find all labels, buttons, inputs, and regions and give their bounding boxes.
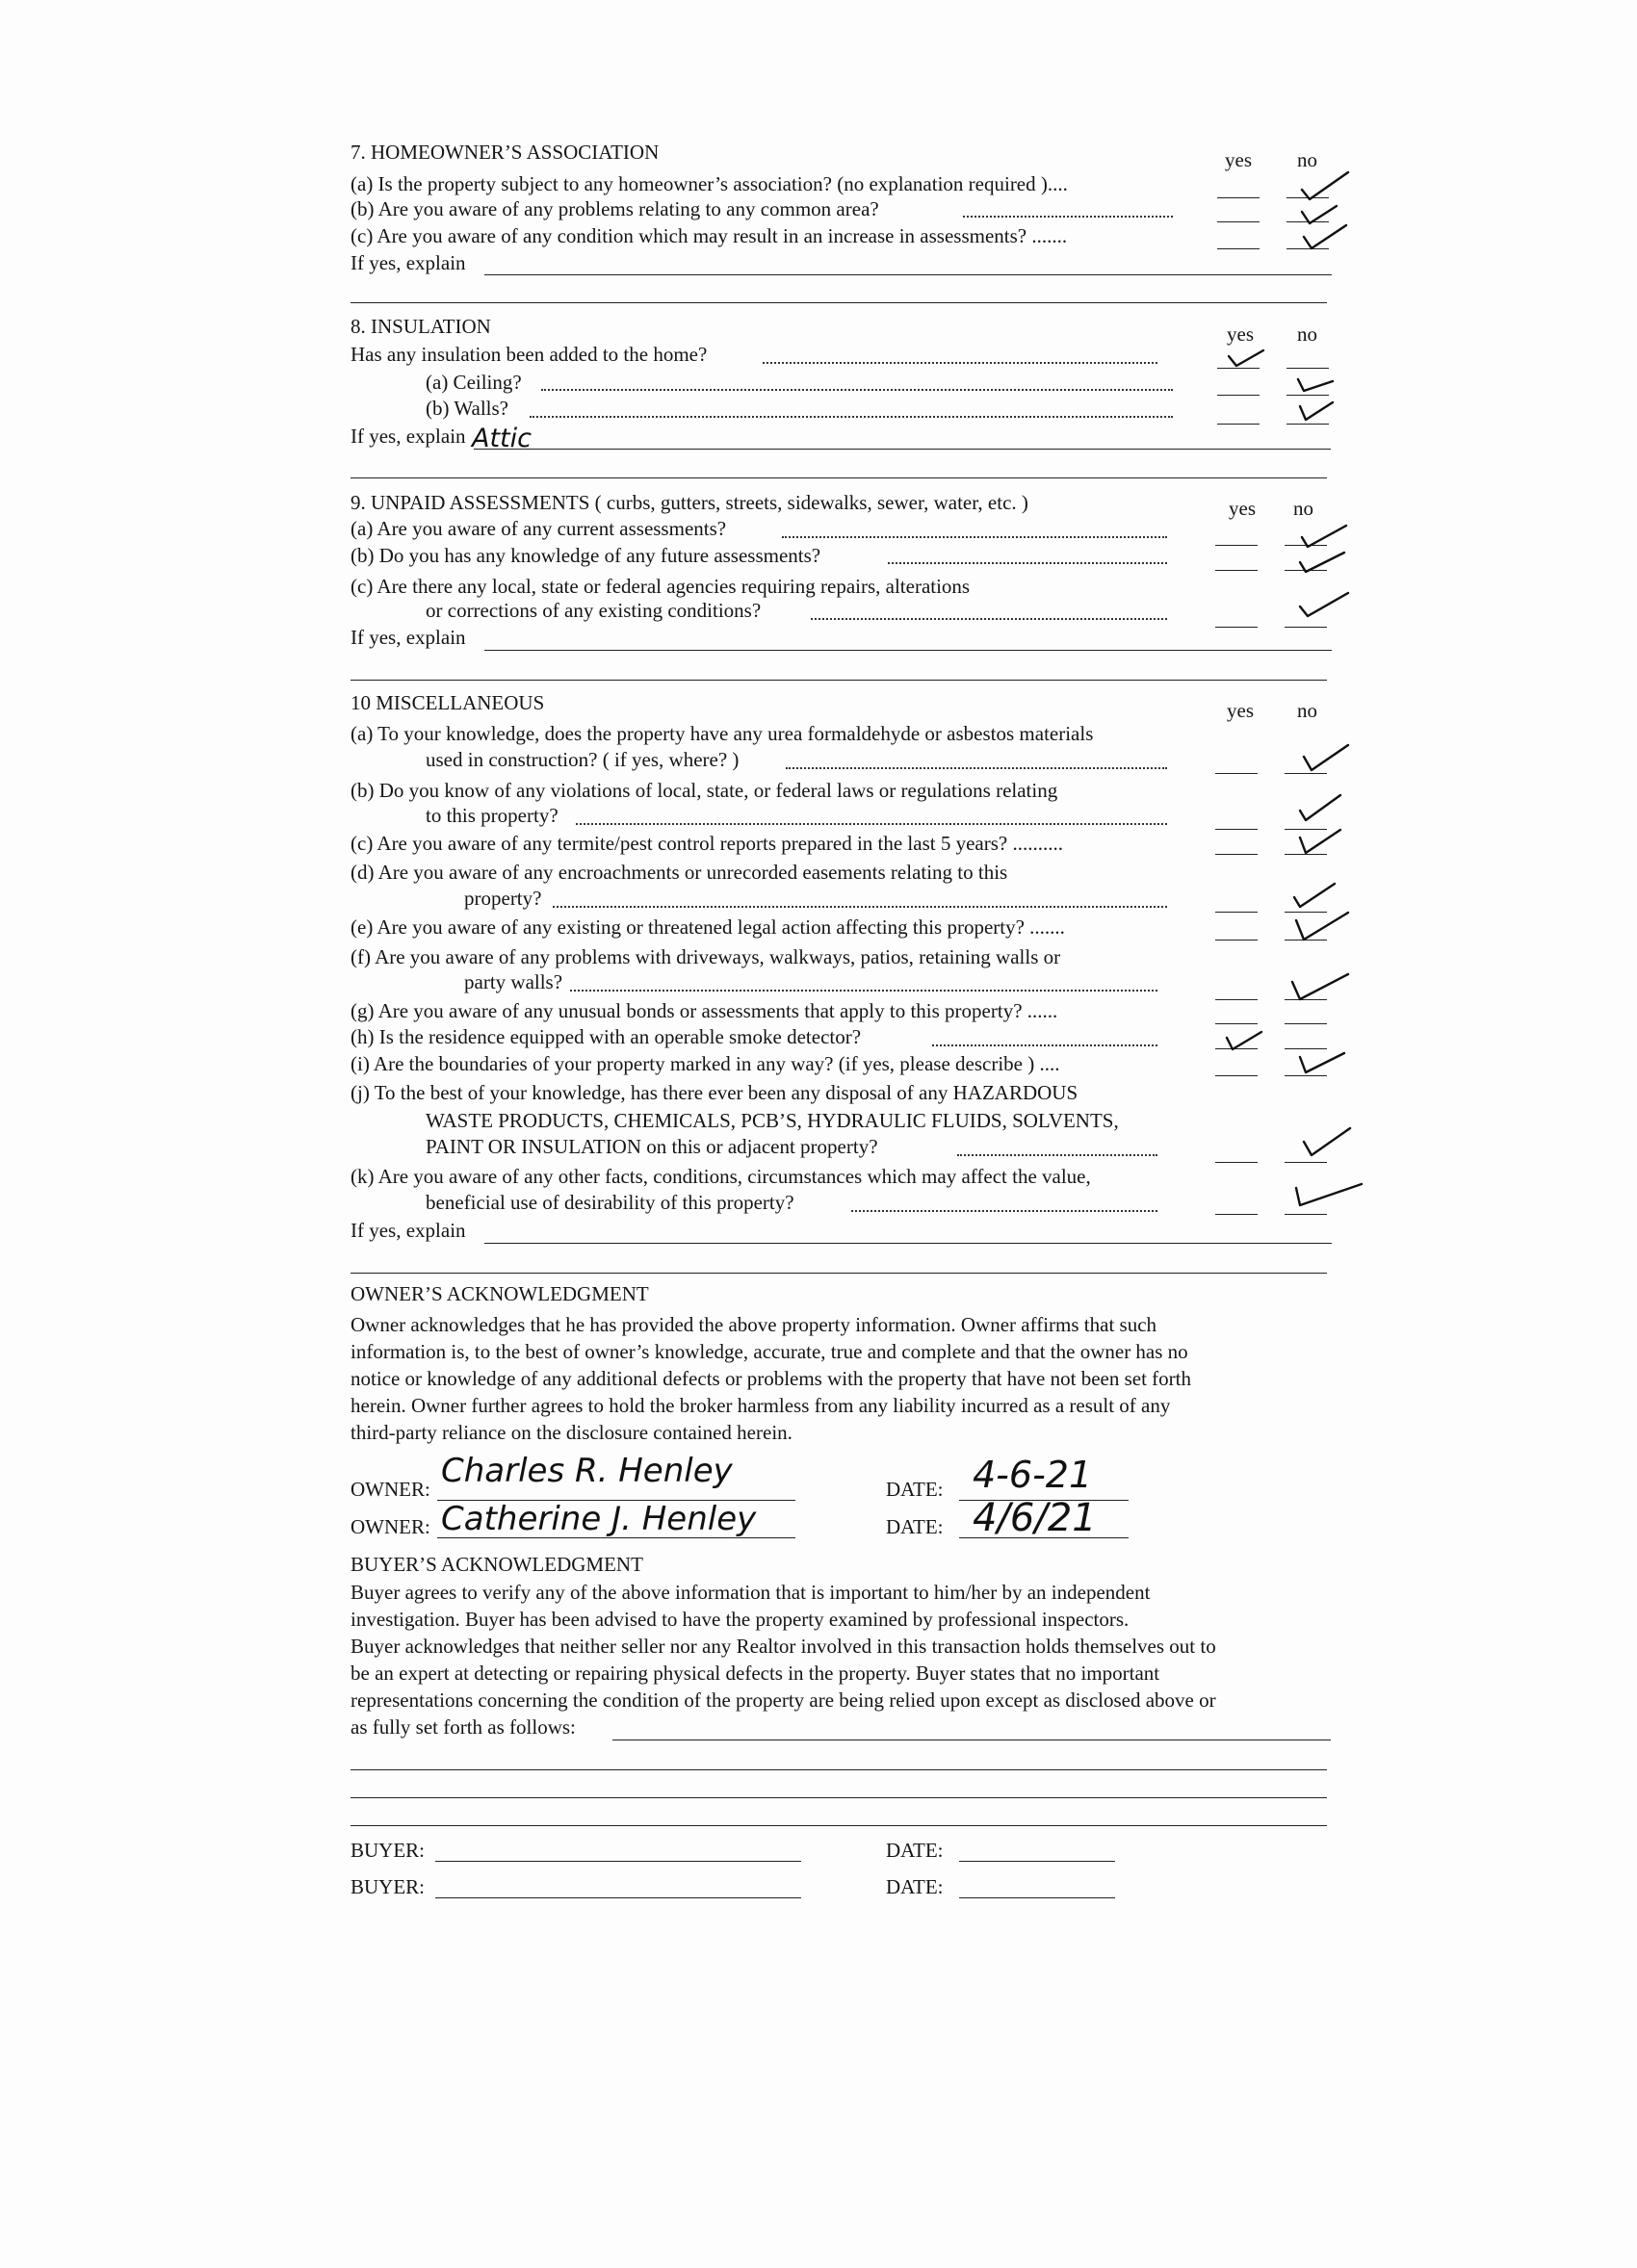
question-9b: (b) Do you has any knowledge of any future assessments? xyxy=(351,544,821,567)
no-column-header: no xyxy=(1293,497,1313,520)
leader-dots xyxy=(763,362,1157,364)
buyer-ack-text: Buyer acknowledges that neither seller nor any Realtor involved in this transaction holds themselves out to xyxy=(351,1635,1216,1658)
leader-dots xyxy=(553,906,1167,908)
buyer-1-line[interactable] xyxy=(435,1861,801,1862)
checkmark-icon xyxy=(1300,1124,1358,1163)
question-9c-line2: or corrections of any existing conditions? xyxy=(426,599,762,622)
checkmark-icon xyxy=(1296,791,1354,826)
buyer-date-1-line[interactable] xyxy=(959,1861,1115,1862)
leader-dots xyxy=(957,1154,1157,1156)
question-10j-line1: (j) To the best of your knowledge, has there ever been any disposal of any HAZARDOUS xyxy=(351,1081,1078,1104)
owner-ack-text: information is, to the best of owner’s knowledge, accurate, true and complete and that the owner has no xyxy=(351,1340,1188,1363)
leader-dots xyxy=(576,823,1167,825)
no-blank[interactable] xyxy=(1285,1023,1327,1024)
buyer-ack-text: Buyer agrees to verify any of the above information that is important to him/her by an independent xyxy=(351,1581,1151,1604)
leader-dots xyxy=(888,562,1167,564)
owner-1-signature: Charles R. Henley xyxy=(441,1452,733,1490)
checkmark-icon xyxy=(1300,221,1358,254)
yes-blank[interactable] xyxy=(1217,248,1260,249)
as-follows-line[interactable] xyxy=(351,1825,1327,1826)
leader-dots xyxy=(786,767,1167,769)
no-column-header: no xyxy=(1297,322,1317,346)
leader-dots xyxy=(851,1210,1157,1212)
section-7-title: 7. HOMEOWNER’S ASSOCIATION xyxy=(351,141,660,164)
explain-answer: Attic xyxy=(472,424,532,453)
checkmark-icon xyxy=(1296,826,1354,859)
yes-blank[interactable] xyxy=(1215,773,1258,774)
question-10c: (c) Are you aware of any termite/pest control reports prepared in the last 5 years? .......... xyxy=(351,832,1063,855)
yes-blank[interactable] xyxy=(1215,627,1258,628)
owner-2-signature: Catherine J. Henley xyxy=(441,1500,757,1538)
question-7a: (a) Is the property subject to any homeowner’s association? (no explanation required ).... xyxy=(351,172,1068,195)
owner-ack-text: notice or knowledge of any additional defects or problems with the property that have not been set forth xyxy=(351,1367,1191,1390)
checkmark-icon xyxy=(1294,374,1342,397)
owner-ack-text: third-party reliance on the disclosure contained herein. xyxy=(351,1421,793,1444)
question-7c: (c) Are you aware of any condition which may result in an increase in assessments? ....... xyxy=(351,224,1068,247)
buyer-ack-text: investigation. Buyer has been advised to have the property examined by professional inspectors. xyxy=(351,1608,1130,1631)
question-10d-line2: property? xyxy=(464,887,542,910)
owner-2-label: OWNER: xyxy=(351,1515,430,1538)
checkmark-icon xyxy=(1223,1028,1271,1057)
leader-dots xyxy=(811,618,1167,620)
checkmark-icon xyxy=(1225,347,1273,370)
explain-label: If yes, explain xyxy=(351,251,466,274)
yes-blank[interactable] xyxy=(1215,1214,1258,1215)
owner-1-label: OWNER: xyxy=(351,1478,430,1501)
question-10e: (e) Are you aware of any existing or threatened legal action affecting this property? ....... xyxy=(351,915,1065,939)
leader-dots xyxy=(541,389,1173,391)
yes-blank[interactable] xyxy=(1215,854,1258,855)
section-9-title: 9. UNPAID ASSESSMENTS ( curbs, gutters, streets, sidewalks, sewer, water, etc. ) xyxy=(351,491,1028,514)
checkmark-icon xyxy=(1290,880,1348,913)
question-10a-line1: (a) To your knowledge, does the property have any urea formaldehyde or asbestos materials xyxy=(351,722,1094,745)
yes-column-header: yes xyxy=(1225,148,1252,171)
yes-blank[interactable] xyxy=(1217,424,1260,425)
yes-column-header: yes xyxy=(1227,699,1254,722)
explain-line xyxy=(351,680,1327,681)
owner-ack-title: OWNER’S ACKNOWLEDGMENT xyxy=(351,1282,649,1305)
date-1-label: DATE: xyxy=(886,1478,944,1501)
question-10k-line1: (k) Are you aware of any other facts, conditions, circumstances which may affect the value, xyxy=(351,1165,1091,1188)
question-10b-line2: to this property? xyxy=(426,804,559,827)
explain-label: If yes, explain xyxy=(351,626,466,649)
explain-line xyxy=(484,274,1332,275)
buyer-2-label: BUYER: xyxy=(351,1875,426,1898)
checkmark-icon xyxy=(1296,399,1344,427)
yes-blank[interactable] xyxy=(1215,999,1258,1000)
yes-blank[interactable] xyxy=(1215,829,1258,830)
buyer-ack-text: as fully set forth as follows: xyxy=(351,1715,576,1739)
yes-blank[interactable] xyxy=(1215,1023,1258,1024)
explain-line xyxy=(351,477,1327,478)
question-10j-line3: PAINT OR INSULATION on this or adjacent property? xyxy=(426,1135,878,1158)
question-10j-line2: WASTE PRODUCTS, CHEMICALS, PCB’S, HYDRAULIC FLUIDS, SOLVENTS, xyxy=(426,1109,1119,1132)
checkmark-icon xyxy=(1292,909,1356,947)
leader-dots xyxy=(932,1044,1157,1046)
yes-blank[interactable] xyxy=(1215,1162,1258,1163)
question-9c-line1: (c) Are there any local, state or federal agencies requiring repairs, alterations xyxy=(351,575,971,598)
question-7b: (b) Are you aware of any problems relating to any common area? xyxy=(351,197,879,220)
buyer-date-2-label: DATE: xyxy=(886,1875,944,1898)
explain-label: If yes, explain xyxy=(351,1219,466,1242)
checkmark-icon xyxy=(1296,589,1354,622)
yes-blank[interactable] xyxy=(1215,570,1258,571)
yes-blank[interactable] xyxy=(1215,545,1258,546)
no-blank[interactable] xyxy=(1285,627,1327,628)
question-10a-line2: used in construction? ( if yes, where? ) xyxy=(426,748,740,771)
buyer-ack-text: representations concerning the condition of the property are being relied upon except as disclosed above or xyxy=(351,1688,1216,1712)
explain-line xyxy=(484,1243,1332,1244)
buyer-1-label: BUYER: xyxy=(351,1839,426,1862)
checkmark-icon xyxy=(1296,549,1354,578)
as-follows-line[interactable] xyxy=(351,1769,1327,1770)
question-10b-line1: (b) Do you know of any violations of local, state, or federal laws or regulations relating xyxy=(351,779,1058,802)
buyer-ack-text: be an expert at detecting or repairing physical defects in the property. Buyer states that no important xyxy=(351,1662,1160,1685)
checkmark-icon xyxy=(1288,970,1356,1007)
question-8a: (a) Ceiling? xyxy=(426,371,522,394)
buyer-date-1-label: DATE: xyxy=(886,1839,944,1862)
yes-blank[interactable] xyxy=(1215,912,1258,913)
date-2-label: DATE: xyxy=(886,1515,944,1538)
explain-line xyxy=(474,449,1331,450)
section-8-title: 8. INSULATION xyxy=(351,315,491,338)
question-10g: (g) Are you aware of any unusual bonds or assessments that apply to this property? ...... xyxy=(351,999,1058,1022)
yes-column-header: yes xyxy=(1227,322,1254,346)
yes-blank[interactable] xyxy=(1215,940,1258,941)
explain-line xyxy=(484,650,1332,651)
section-10-title: 10 MISCELLANEOUS xyxy=(351,691,545,714)
buyer-ack-title: BUYER’S ACKNOWLEDGMENT xyxy=(351,1553,643,1576)
leader-dots xyxy=(963,216,1173,218)
owner-ack-text: herein. Owner further agrees to hold the broker harmless from any liability incurred as a result of any xyxy=(351,1394,1171,1417)
buyer-date-2-line[interactable] xyxy=(959,1897,1115,1898)
yes-blank[interactable] xyxy=(1215,1075,1258,1076)
yes-blank[interactable] xyxy=(1217,221,1260,222)
no-blank[interactable] xyxy=(1286,368,1329,369)
checkmark-icon xyxy=(1292,1180,1369,1213)
checkmark-icon xyxy=(1300,741,1358,776)
leader-dots xyxy=(530,416,1173,418)
question-10f-line2: party walls? xyxy=(464,970,563,993)
buyer-2-line[interactable] xyxy=(435,1897,801,1898)
question-8: Has any insulation been added to the home? xyxy=(351,343,708,366)
as-follows-line[interactable] xyxy=(351,1797,1327,1798)
question-10h: (h) Is the residence equipped with an operable smoke detector? xyxy=(351,1025,862,1048)
question-9a: (a) Are you aware of any current assessments? xyxy=(351,517,727,540)
question-10k-line2: beneficial use of desirability of this property? xyxy=(426,1191,794,1214)
owner-ack-text: Owner acknowledges that he has provided the above property information. Owner affirms that such xyxy=(351,1313,1157,1336)
yes-blank[interactable] xyxy=(1217,395,1260,396)
leader-dots xyxy=(782,536,1167,538)
explain-line xyxy=(351,1273,1327,1274)
no-blank[interactable] xyxy=(1285,1214,1327,1215)
question-10f-line1: (f) Are you aware of any problems with driveways, walkways, patios, retaining walls or xyxy=(351,945,1061,968)
explain-line xyxy=(351,302,1327,303)
question-10d-line1: (d) Are you aware of any encroachments or unrecorded easements relating to this xyxy=(351,861,1008,884)
no-column-header: no xyxy=(1297,699,1317,722)
question-10i: (i) Are the boundaries of your property marked in any way? (if yes, please describe ) .... xyxy=(351,1052,1060,1075)
date-2-value: 4/6/21 xyxy=(973,1496,1097,1540)
date-1-value: 4-6-21 xyxy=(973,1454,1093,1496)
leader-dots xyxy=(570,990,1157,992)
explain-label: If yes, explain xyxy=(351,425,466,448)
no-column-header: no xyxy=(1297,148,1317,171)
question-8b: (b) Walls? xyxy=(426,397,508,420)
checkmark-icon xyxy=(1296,1049,1354,1080)
yes-blank[interactable] xyxy=(1217,197,1260,198)
yes-column-header: yes xyxy=(1229,497,1256,520)
